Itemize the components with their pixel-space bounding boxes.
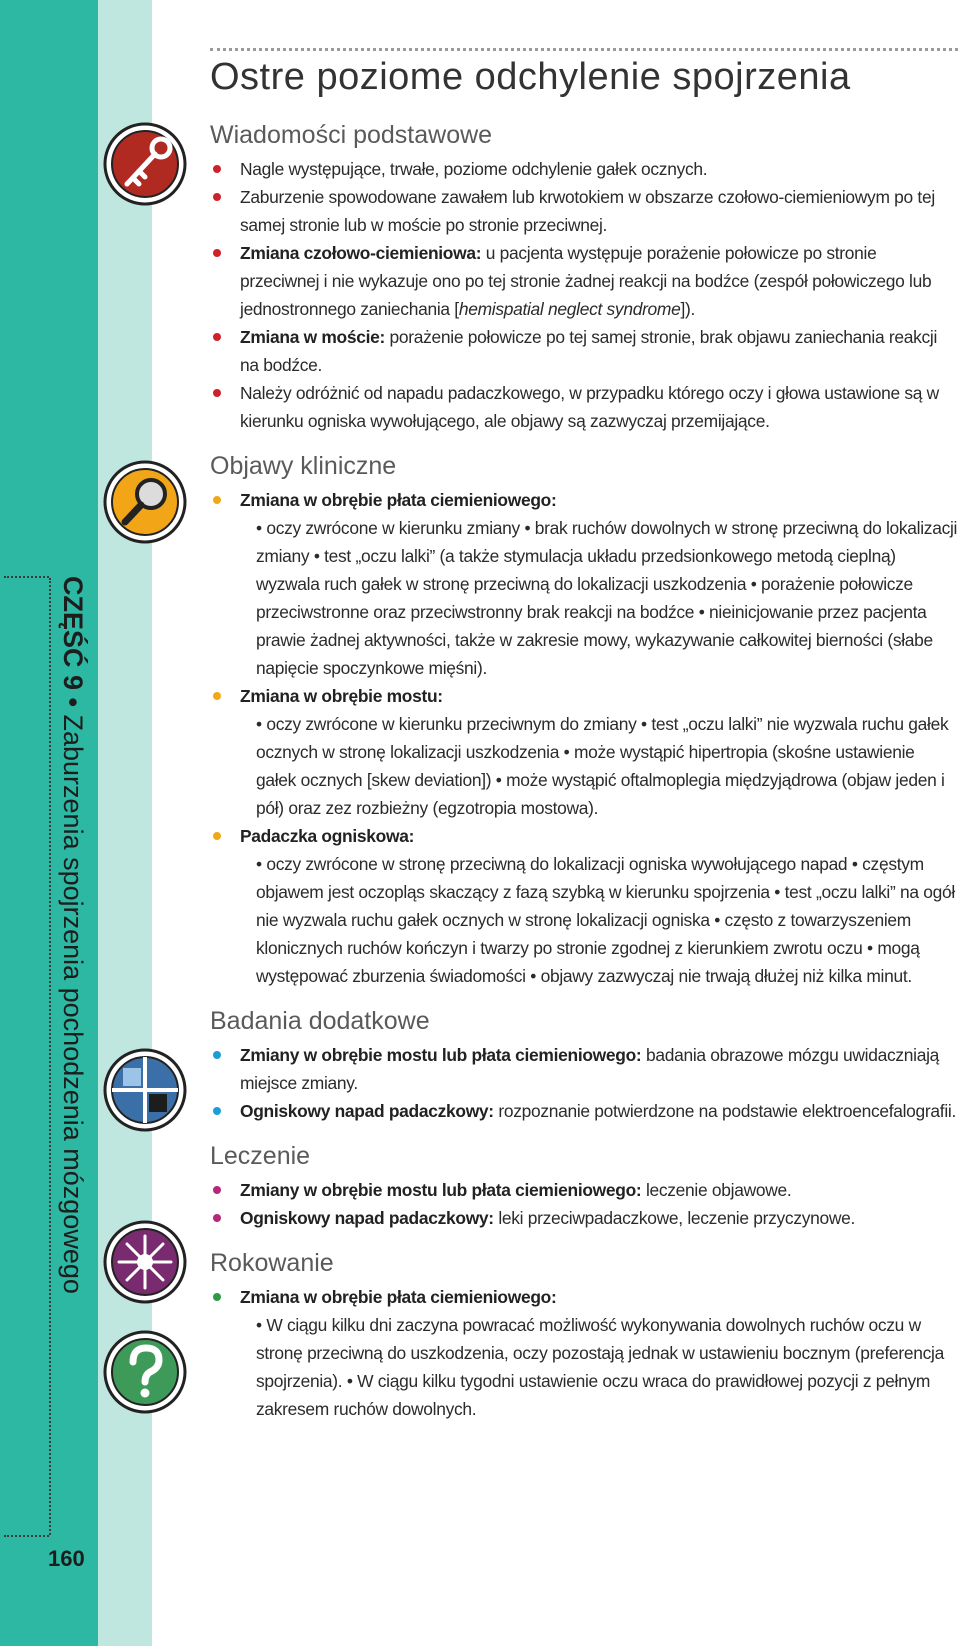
chapter-separator: • (58, 690, 88, 715)
list-item: Zmiany w obrębie mostu lub płata ciemieniowego: badania obrazowe mózgu uwidaczniają miejsce zmiany. (210, 1041, 958, 1097)
section-tests (210, 1004, 958, 1125)
section-heading: Wiadomości podstawowe (210, 121, 493, 149)
magnifier-icon (103, 460, 187, 544)
light-burst-icon (103, 1220, 187, 1304)
chapter-label: CZĘŚĆ 9 (58, 576, 88, 691)
list-item: Padaczka ogniskowa: • oczy zwrócone w stronę przeciwną do lokalizacji ogniska wywołującego napad • częstym objawem jest oczopląs skaczący z fazą szybką w kierunku spojrzenia • test „oczu lalki” na ogół nie wyzwala ruchu gałek ocznych w stronę lokalizacji ogniska • często z towarzyszeniem klonicznych ruchów kończyn i twarzy po stronie zgodnej z kierunkiem zwrotu oczu • mogą występować zburzenia świadomości • objawy zazwyczaj nie trwają dłużej niż kilka minut. (210, 822, 958, 990)
list-item: Zmiana w obrębie płata ciemieniowego: • W ciągu kilku dni zaczyna powracać możliwość wykonywania dowolnych ruchów oczu w stronę przeciwną do uszkodzenia, oczy pozostają jednak w ustawieniu bocznym (preferencja spojrzenia). • W ciągu kilku tygodni ustawienie oczu wraca do prawidłowej pozycji z pełnym zakresem ruchów dowolnych. (210, 1283, 958, 1423)
page-number: 160 (48, 1546, 85, 1571)
list-item: Nagle występujące, trwałe, poziome odchylenie gałek ocznych. (210, 155, 958, 183)
section-treatment (210, 1139, 958, 1232)
section-clinical (210, 449, 958, 990)
section-heading: Objawy kliniczne (210, 452, 397, 480)
section-basics (210, 118, 958, 435)
list-item: Zaburzenie spowodowane zawałem lub krwotokiem w obszarze czołowo-ciemieniowym po tej samej stronie lub w moście po stronie przeciwnej. (210, 183, 958, 239)
chapter-name: Zaburzenia spojrzenia pochodzenia mózgowego (58, 714, 88, 1294)
list-item: Zmiana w obrębie płata ciemieniowego: • oczy zwrócone w kierunku zmiany • brak ruchów dowolnych w stronę przeciwną do lokalizacji zmiany • test „oczu lalki” (a także stymulacja układu przedsionkowego metodą cieplną) wyzwala ruch gałek w stronę przeciwną do lokalizacji uszkodzenia • porażenie połowicze przeciwstronne oraz przeciwstronny brak reakcji na bodźce • nieinicjowanie przez pacjenta prawie żadnej aktywności, także w zakresie mowy, wykazywanie całkowitej bierności (słabe napięcie spoczynkowe mięśni). (210, 486, 958, 682)
list-item: Należy odróżnić od napadu padaczkowego, w przypadku którego oczy i głowa ustawione są w kierunku ogniska wywołującego, ale objawy są zazwyczaj przemijające. (210, 379, 958, 435)
section-prognosis (210, 1246, 958, 1423)
list-item: Ogniskowy napad padaczkowy: rozpoznanie potwierdzone na podstawie elektroencefalografii. (210, 1097, 958, 1125)
side-divider-bottom (4, 1535, 49, 1537)
side-divider (49, 578, 51, 1535)
list-item: Zmiany w obrębie mostu lub płata ciemieniowego: leczenie objawowe. (210, 1176, 958, 1204)
key-icon (103, 122, 187, 206)
list-item: Zmiana czołowo-ciemieniowa: u pacjenta występuje porażenie połowicze po stronie przeciwnej i nie wykazuje ono po tej stronie żadnej reakcji na bodźce (zespół połowiczego lub jednostronnego zaniechania [hemispatial neglect syndrome]). (210, 239, 958, 323)
section-heading: Rokowanie (210, 1249, 334, 1277)
page-title: Ostre poziome odchylenie spojrzenia (210, 56, 851, 98)
content (210, 118, 958, 1437)
section-heading: Badania dodatkowe (210, 1007, 430, 1035)
title-divider (210, 48, 958, 51)
question-mark-icon (103, 1330, 187, 1414)
chapter-title (58, 576, 88, 1294)
grid-scan-icon (103, 1048, 187, 1132)
side-divider-top (4, 576, 49, 578)
section-heading: Leczenie (210, 1142, 311, 1170)
list-item: Ogniskowy napad padaczkowy: leki przeciwpadaczkowe, leczenie przyczynowe. (210, 1204, 958, 1232)
list-item: Zmiana w moście: porażenie połowicze po tej samej stronie, brak objawu zaniechania reakcji na bodźce. (210, 323, 958, 379)
list-item: Zmiana w obrębie mostu: • oczy zwrócone w kierunku przeciwnym do zmiany • test „oczu lalki” nie wyzwala ruchu gałek ocznych w stronę lokalizacji uszkodzenia • może wystąpić hipertropia (skośne ustawienie gałek ocznych [skew deviation]) • może wystąpić oftalmoplegia międzyjądrowa (objaw jeden i pół) oraz zez rozbieżny (egzotropia mostowa). (210, 682, 958, 822)
